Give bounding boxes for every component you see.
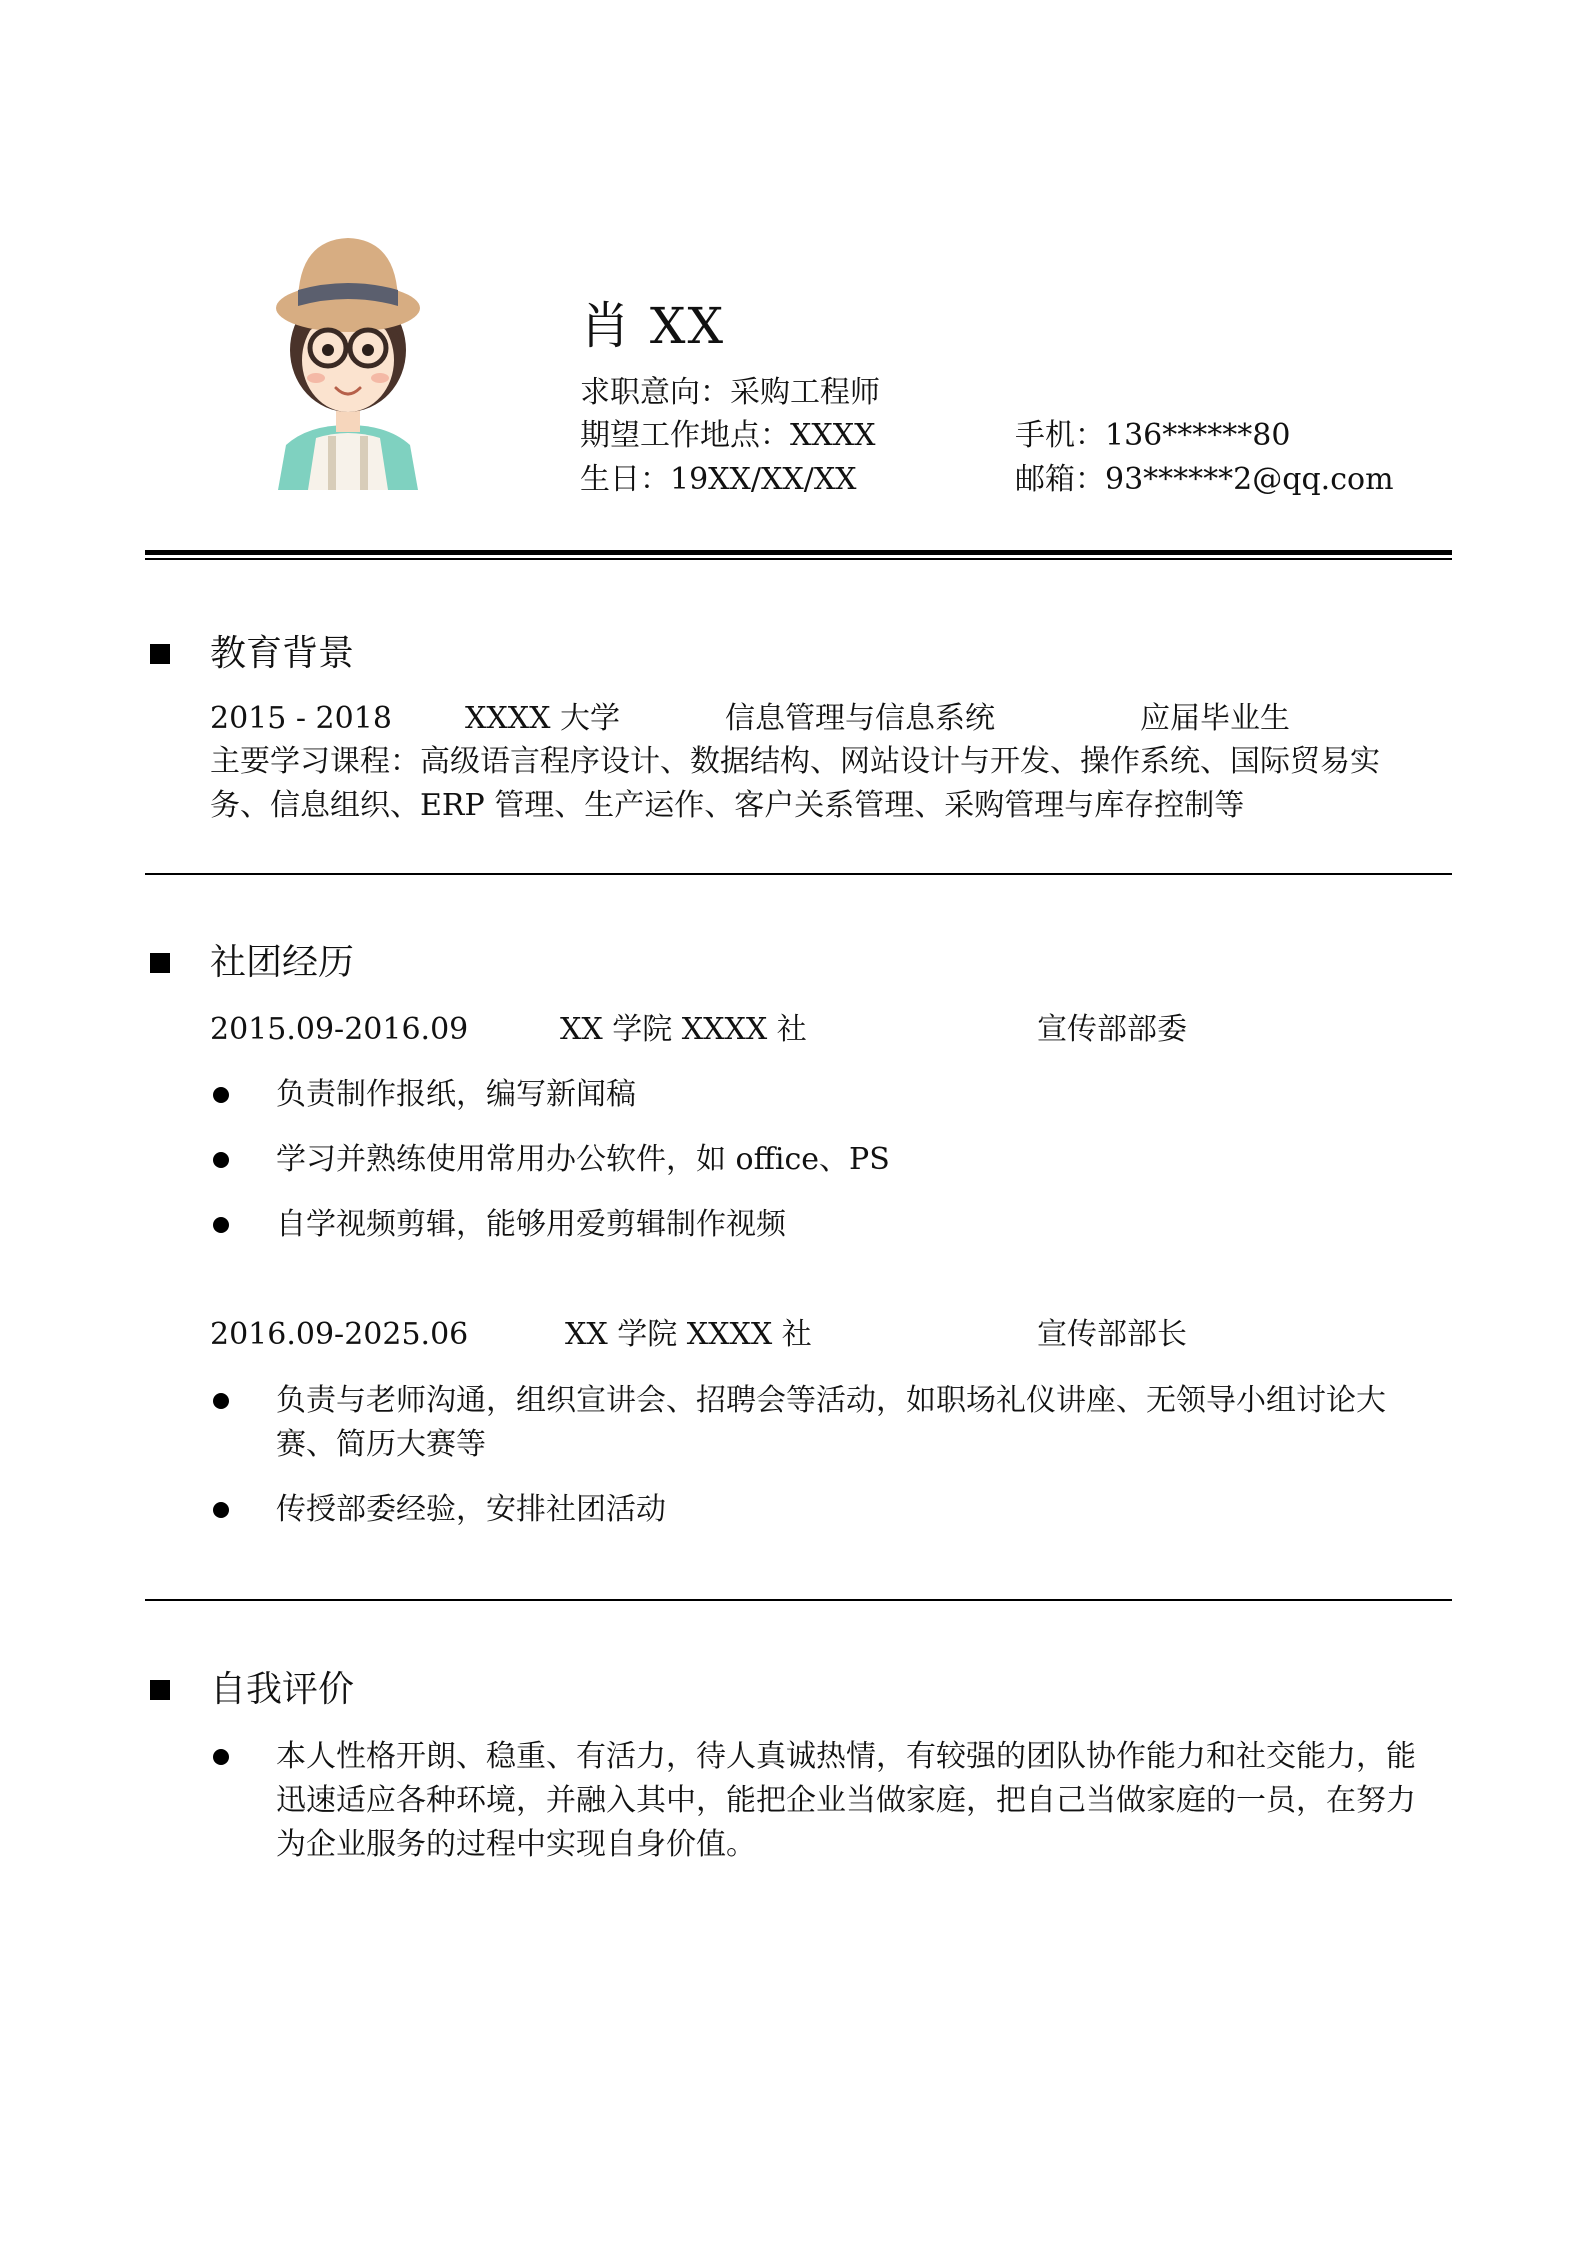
list-item: 学习并熟练使用常用办公软件，如 office、PS — [276, 1142, 890, 1177]
education-school: XXXX 大学 — [465, 701, 620, 736]
bullet-icon — [213, 1087, 229, 1103]
section-divider — [145, 1599, 1452, 1601]
list-item: 自学视频剪辑，能够用爱剪辑制作视频 — [276, 1207, 786, 1242]
header-divider-thin — [145, 558, 1452, 560]
bullet-icon — [213, 1152, 229, 1168]
section-divider — [145, 873, 1452, 875]
club-org: XX 学院 XXXX 社 — [560, 1012, 807, 1047]
club-role: 宣传部部委 — [1037, 1012, 1187, 1047]
club-period: 2015.09-2016.09 — [210, 1012, 469, 1047]
club-period: 2016.09-2025.06 — [210, 1317, 469, 1352]
education-years: 2015 - 2018 — [210, 701, 392, 736]
bullet-icon — [213, 1502, 229, 1518]
avatar — [268, 220, 428, 490]
list-item: 负责与老师沟通，组织宣讲会、招聘会等活动，如职场礼仪讲座、无领导小组讨论大赛、简历大赛等 — [276, 1383, 1386, 1462]
email: 邮箱：93******2@qq.com — [1015, 462, 1394, 497]
education-status: 应届毕业生 — [1140, 701, 1290, 736]
bullet-icon — [213, 1393, 229, 1409]
phone: 手机：136******80 — [1015, 418, 1291, 453]
section-marker-icon — [150, 644, 170, 664]
job-intention: 求职意向：采购工程师 — [580, 375, 880, 410]
self-eval-title: 自我评价 — [210, 1669, 355, 1710]
cartoon-avatar-icon — [268, 220, 428, 490]
clubs-title: 社团经历 — [210, 942, 355, 983]
education-title: 教育背景 — [210, 633, 355, 674]
section-marker-icon — [150, 953, 170, 973]
expected-location: 期望工作地点：XXXX — [580, 418, 876, 453]
self-eval-text: 本人性格开朗、稳重、有活力，待人真诚热情，有较强的团队协作能力和社交能力，能迅速适应各种环境，并融入其中，能把企业当做家庭，把自己当做家庭的一员，在努力为企业服务的过程中实现自身价值。 — [276, 1739, 1416, 1862]
education-major: 信息管理与信息系统 — [725, 701, 995, 736]
birthday: 生日：19XX/XX/XX — [580, 462, 857, 497]
list-item: 传授部委经验，安排社团活动 — [276, 1492, 666, 1527]
club-role: 宣传部部长 — [1037, 1317, 1187, 1352]
section-marker-icon — [150, 1680, 170, 1700]
candidate-name: 肖 XX — [580, 297, 726, 355]
bullet-icon — [213, 1217, 229, 1233]
education-courses: 主要学习课程：高级语言程序设计、数据结构、网站设计与开发、操作系统、国际贸易实务、信息组织、ERP 管理、生产运作、客户关系管理、采购管理与库存控制等 — [210, 744, 1380, 823]
list-item: 负责制作报纸，编写新闻稿 — [276, 1077, 636, 1112]
bullet-icon — [213, 1749, 229, 1765]
club-org: XX 学院 XXXX 社 — [565, 1317, 812, 1352]
header-divider-thick — [145, 550, 1452, 555]
